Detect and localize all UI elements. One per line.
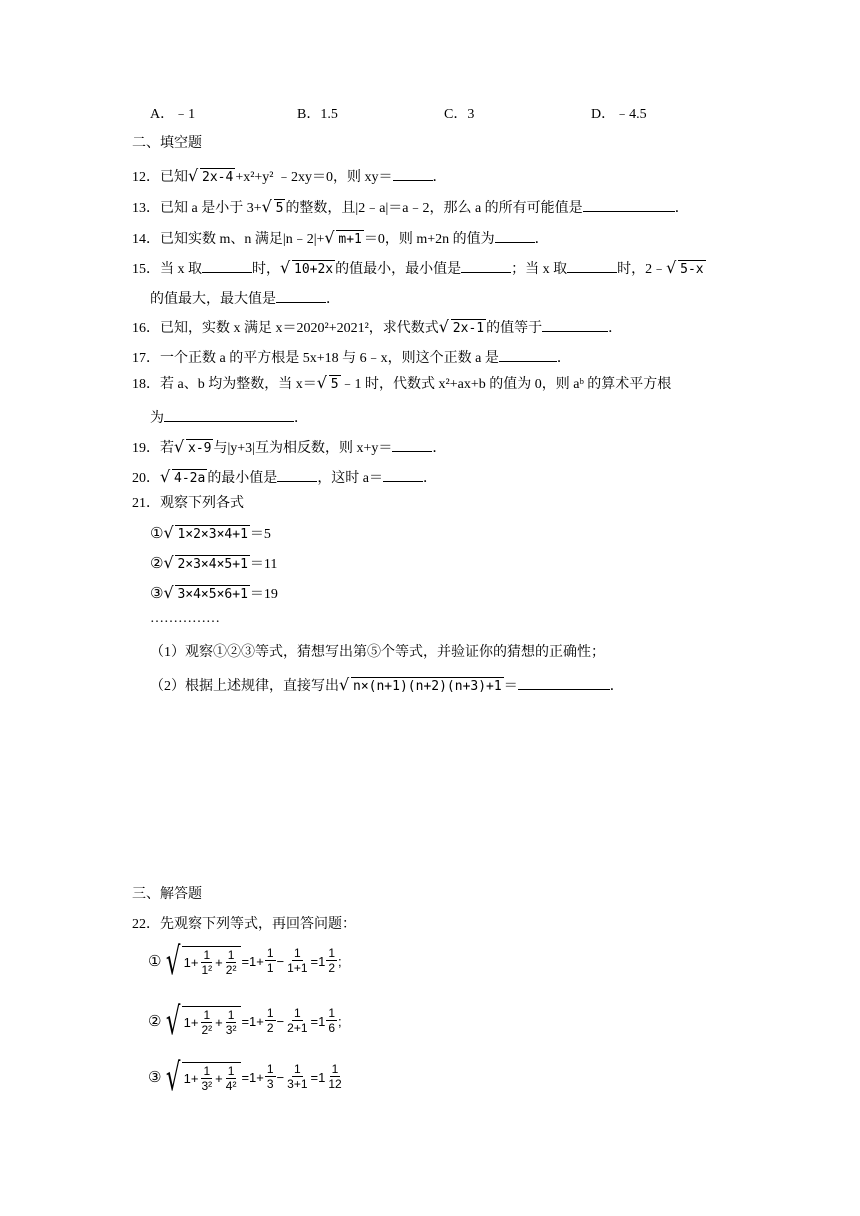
question-text: ＝ [503, 679, 518, 694]
answer-blank[interactable] [518, 676, 610, 690]
question-21 [132, 497, 244, 511]
circled-number: ③ [150, 584, 164, 602]
answer-blank[interactable] [276, 289, 326, 303]
section-heading-solve: 三、解答题 [132, 887, 202, 902]
fraction: $\frac{1}{3+1}$ [287, 1062, 308, 1091]
question-text: 已知 [160, 170, 188, 185]
punctuation: ． [608, 321, 623, 336]
q21-equation-1 [150, 523, 271, 542]
fraction: $\frac{1}{\text{3²}}$ [225, 1007, 237, 1037]
question-number: 22． [132, 917, 160, 932]
fraction: $\frac{1}{2}$ [328, 946, 336, 975]
punctuation: ． [432, 170, 447, 185]
radicand: 5-x [680, 262, 704, 277]
question-text: 观察下列各式 [160, 496, 244, 511]
question-14 [132, 229, 549, 247]
question-20 [132, 468, 437, 486]
question-text: 与|y+3|互为相反数，则 x+y＝ [213, 441, 393, 456]
answer-blank[interactable] [495, 229, 535, 243]
punctuation: ． [609, 679, 624, 694]
equation-result: ＝19 [249, 587, 278, 602]
punctuation: ． [534, 232, 549, 247]
radical: √ 5 [316, 373, 339, 392]
question-number: 14． [132, 232, 160, 247]
radical: √ 3×4×5×6+1 [163, 583, 248, 602]
answer-blank[interactable] [202, 259, 252, 273]
question-text: ﹣1 时，代数式 x²+ax+b 的值为 0，则 aᵇ 的算术平方根 [340, 377, 672, 392]
question-text: 当 x 取 [160, 262, 202, 277]
section-heading-fill: 二、填空题 [132, 136, 202, 151]
question-number: 16． [132, 321, 160, 336]
option-a: A．﹣1 [150, 107, 196, 122]
question-18 [132, 373, 672, 392]
option-c: C．3 [444, 107, 475, 122]
fraction: $\frac{1}{\text{2²}}$ [225, 947, 237, 977]
fraction: $\frac{1}{2}$ [266, 1006, 274, 1035]
radical: √ x-9 [174, 437, 212, 456]
q21-equation-3 [150, 583, 278, 602]
ellipsis: …………… [150, 611, 220, 626]
q21-equation-2 [150, 553, 278, 572]
option-b: B．1.5 [297, 107, 338, 122]
fraction: $\frac{1}{1+1}$ [287, 946, 308, 975]
punctuation: ． [674, 201, 689, 216]
radicand: 4-2a [174, 471, 206, 486]
radicand: 2×3×4×5+1 [177, 557, 248, 572]
equation-result: ＝5 [249, 527, 271, 542]
answer-blank[interactable] [583, 198, 675, 212]
radical: √ 2×3×4×5+1 [163, 553, 248, 572]
q22-equation-2: ② √ 1+ $\frac{1}{\text{2²}}$ + $\frac{1}{\text{3²}}$ =1+ $\frac{1}{2}$ − $\frac{1}{2+1}$ = 1 $\frac{1}{6}$ ; [148, 999, 342, 1043]
question-text: ，这时 a＝ [317, 471, 384, 486]
q22-equation-3: ③ √ 1+ $\frac{1}{\text{3²}}$ + $\frac{1}{\text{4²}}$ =1+ $\frac{1}{3}$ − $\frac{1}{3+1}$ = 1 $\frac{1}{12}$ [148, 1055, 342, 1099]
question-text: 若 a、b 均为整数，当 x＝ [160, 377, 317, 392]
q21-subquestion-2 [150, 676, 624, 694]
answer-blank[interactable] [567, 259, 617, 273]
question-15 [132, 259, 706, 277]
radicand: 1×2×3×4+1 [177, 527, 248, 542]
radical: √ m+1 [324, 228, 362, 247]
question-number: 15． [132, 262, 160, 277]
answer-blank[interactable] [461, 259, 511, 273]
fraction: $\frac{1}{3}$ [266, 1062, 274, 1091]
question-text: （2）根据上述规律，直接写出 [150, 679, 339, 694]
radicand: m+1 [338, 232, 362, 247]
question-text: ；当 x 取 [511, 262, 568, 277]
question-text: ＝0，则 m+2n 的值为 [363, 232, 495, 247]
fraction: $\frac{1}{6}$ [328, 1006, 336, 1035]
question-text: 时，2﹣ [617, 262, 667, 277]
question-text: 的值最大，最大值是 [150, 292, 276, 307]
question-13 [132, 198, 689, 216]
radical: √ 4-2a [160, 467, 206, 486]
question-number: 19． [132, 441, 160, 456]
punctuation: ． [423, 471, 438, 486]
answer-blank[interactable] [393, 167, 433, 181]
radical: √ 1+ $\frac{1}{\text{2²}}$ + $\frac{1}{\text{3²}}$ [161, 1002, 241, 1040]
question-16 [132, 318, 622, 336]
punctuation: ． [432, 441, 447, 456]
fraction: $\frac{1}{\text{1²}}$ [201, 947, 213, 977]
question-18-continued [150, 408, 308, 426]
radical: √ n×(n+1)(n+2)(n+3)+1 [339, 675, 502, 694]
question-text: 时， [252, 262, 280, 277]
question-text: 的最小值是 [207, 471, 278, 486]
answer-blank[interactable] [499, 348, 557, 362]
question-number: 18． [132, 377, 160, 392]
question-text: 的值等于 [486, 321, 543, 336]
question-number: 20． [132, 471, 160, 486]
question-text: 先观察下列等式，再回答问题： [160, 917, 356, 932]
question-text: 若 [160, 441, 174, 456]
question-text: 已知实数 m、n 满足|n﹣2|+ [160, 232, 325, 247]
question-text: 已知 a 是小于 3+ [160, 201, 262, 216]
circled-number: ② [148, 1011, 162, 1030]
radical: √ 5 [261, 197, 284, 216]
circled-number: ① [150, 524, 164, 542]
radical: √ 1+ $\frac{1}{\text{3²}}$ + $\frac{1}{\text{4²}}$ [161, 1058, 241, 1096]
equation-result: ＝11 [249, 557, 278, 572]
radicand: 3×4×5×6+1 [177, 587, 248, 602]
question-text: +x²+y² ﹣2xy＝0，则 xy＝ [235, 170, 393, 185]
punctuation: ． [556, 351, 571, 366]
radical: √ 1+ $\frac{1}{\text{1²}}$ + $\frac{1}{\text{2²}}$ [161, 942, 241, 980]
question-19 [132, 438, 446, 456]
punctuation: ． [326, 292, 340, 307]
question-text: 的整数，且|2﹣a|＝a﹣2，那么 a 的所有可能值是 [285, 201, 583, 216]
answer-blank[interactable] [542, 318, 608, 332]
radicand: 10+2x [294, 262, 334, 277]
question-text: 已知，实数 x 满足 x＝2020²+2021²，求代数式 [160, 321, 439, 336]
question-12 [132, 167, 447, 185]
question-number: 21． [132, 496, 160, 511]
punctuation: ． [294, 411, 308, 426]
circled-number: ③ [148, 1067, 162, 1086]
answer-blank[interactable] [383, 468, 423, 482]
fraction: $\frac{1}{\text{2²}}$ [201, 1007, 213, 1037]
question-number: 17． [132, 351, 160, 366]
fraction: $\frac{1}{\text{4²}}$ [225, 1063, 237, 1093]
radicand: 2x-1 [452, 321, 485, 336]
circled-number: ① [148, 951, 162, 970]
fraction: $\frac{1}{2+1}$ [287, 1006, 308, 1035]
radical: √ 2x-4 [188, 166, 234, 185]
question-15-continued [150, 289, 340, 307]
radicand: n×(n+1)(n+2)(n+3)+1 [353, 679, 502, 694]
q22-equation-1: ① √ 1+ $\frac{1}{\text{1²}}$ + $\frac{1}{\text{2²}}$ =1+ $\frac{1}{1}$ − $\frac{1}{1+1}$ = 1 $\frac{1}{2}$ ; [148, 939, 342, 983]
radicand: 2x-4 [202, 170, 234, 185]
fraction: $\frac{1}{12}$ [328, 1062, 342, 1091]
question-22 [132, 918, 356, 932]
radical: √ 1×2×3×4+1 [163, 523, 248, 542]
fraction: $\frac{1}{\text{3²}}$ [201, 1063, 213, 1093]
question-text: 的值最小，最小值是 [335, 262, 462, 277]
answer-blank[interactable] [277, 468, 317, 482]
radical: √ 5-x [666, 258, 704, 277]
question-number: 13． [132, 201, 160, 216]
radicand: 5 [330, 377, 339, 392]
question-text: 一个正数 a 的平方根是 5x+18 与 6﹣x，则这个正数 a 是 [160, 351, 499, 366]
answer-blank[interactable] [164, 408, 294, 422]
option-d: D．﹣4.5 [591, 107, 647, 122]
radical: √ 10+2x [280, 258, 334, 277]
radicand: x-9 [188, 441, 212, 456]
question-17 [132, 348, 571, 366]
circled-number: ② [150, 554, 164, 572]
fraction: $\frac{1}{1}$ [266, 946, 274, 975]
question-number: 12． [132, 170, 160, 185]
q21-subquestion-1: （1）观察①②③等式，猜想写出第⑤个等式，并验证你的猜想的正确性； [150, 645, 605, 660]
question-text: 为 [150, 411, 164, 426]
radicand: 5 [275, 201, 284, 216]
answer-blank[interactable] [392, 438, 432, 452]
radical: √ 2x-1 [438, 317, 485, 336]
